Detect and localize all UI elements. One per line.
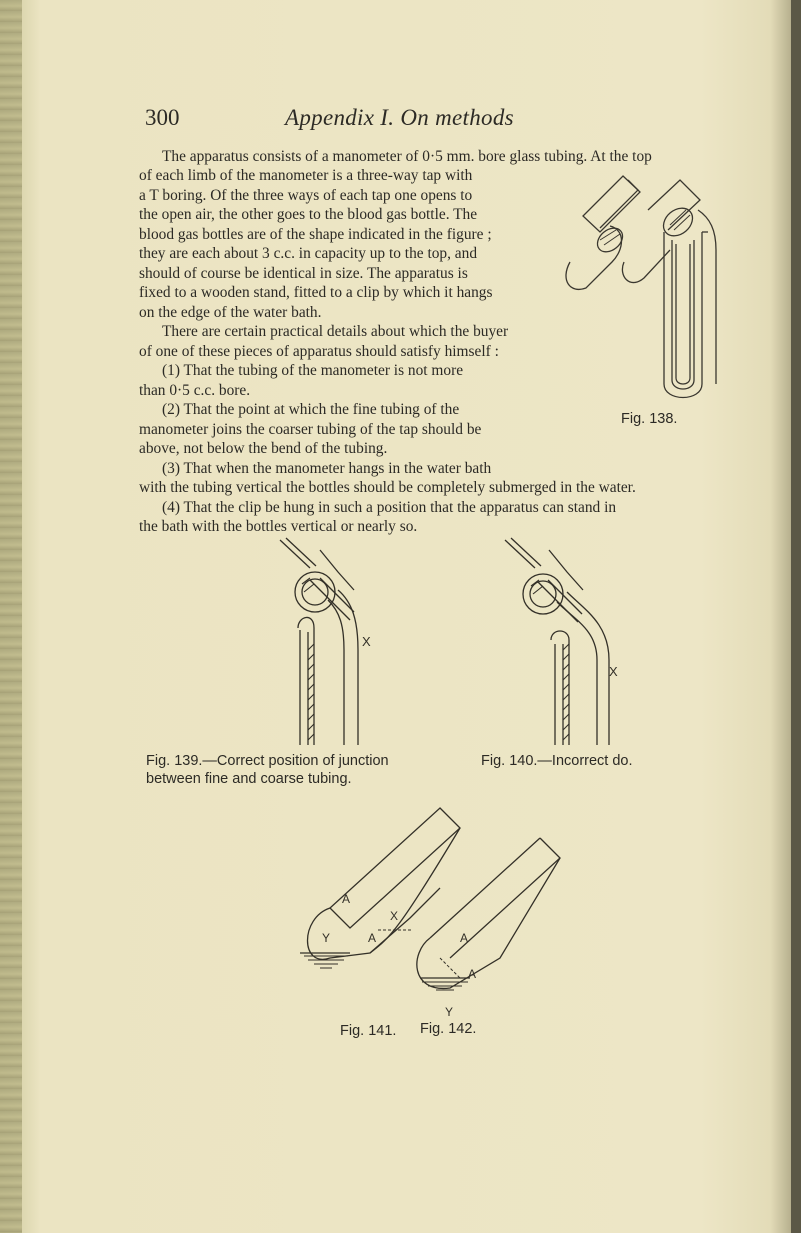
text-line: (1) That the tubing of the manometer is not more: [162, 362, 464, 379]
text-line: manometer joins the coarser tubing of the tap should be: [139, 421, 482, 438]
text-line: a T boring. Of the three ways of each tap one opens to: [139, 187, 473, 204]
text-line: above, not below the bend of the tubing.: [139, 440, 388, 457]
figure-138-caption: Fig. 138.: [621, 411, 678, 427]
page-right-edge: [791, 0, 801, 1233]
text-line: they are each about 3 c.c. in capacity up to the top, and: [139, 245, 478, 262]
text-line: with the tubing vertical the bottles should be completely submerged in the water.: [139, 479, 636, 496]
label-y: Y: [445, 1005, 454, 1019]
figure-140-incorrect-junction-diagram: [505, 540, 625, 750]
text-line: the open air, the other goes to the blood gas bottle. The: [139, 206, 478, 223]
label-a: A: [468, 967, 477, 981]
text-line: of one of these pieces of apparatus should satisfy himself :: [139, 343, 499, 360]
page-number: 300: [145, 105, 180, 130]
label-a: A: [368, 931, 377, 945]
text-line: should of course be identical in size. The apparatus is: [139, 265, 468, 282]
text-line: of each limb of the manometer is a three-way tap with: [139, 167, 473, 184]
figure-139-caption-line1: Fig. 139.—Correct position of junction: [146, 753, 389, 769]
text-line: (3) That when the manometer hangs in the water bath: [162, 460, 492, 477]
figure-141-caption: Fig. 141.: [340, 1023, 397, 1039]
figure-140-caption: Fig. 140.—Incorrect do.: [481, 753, 633, 769]
text-line: (4) That the clip be hung in such a position that the apparatus can stand in: [162, 499, 617, 516]
label-x: X: [609, 664, 618, 679]
running-head-title: Appendix I. On methods: [285, 105, 514, 130]
text-line: fixed to a wooden stand, fitted to a clip by which it hangs: [139, 284, 493, 301]
text-line: There are certain practical details about which the buyer: [162, 323, 509, 340]
figure-141-142-bottle-diagram: [290, 808, 590, 1023]
book-spine-edge: [0, 0, 22, 1233]
figure-139-correct-junction-diagram: [280, 540, 390, 750]
text-line: than 0·5 c.c. bore.: [139, 382, 251, 399]
label-a: A: [342, 892, 351, 906]
label-x: X: [362, 634, 371, 649]
figure-139-caption-line2: between fine and coarse tubing.: [146, 771, 352, 787]
figure-138-manometer-diagram: [560, 170, 730, 410]
text-line: on the edge of the water bath.: [139, 304, 322, 321]
text-line: (2) That the point at which the fine tubing of the: [162, 401, 460, 418]
text-line: The apparatus consists of a manometer of 0·5 mm. bore glass tubing. At the top: [162, 148, 652, 165]
running-header: [145, 105, 665, 135]
label-x: X: [390, 909, 399, 923]
text-line: blood gas bottles are of the shape indicated in the figure ;: [139, 226, 492, 243]
text-line: the bath with the bottles vertical or nearly so.: [139, 518, 418, 535]
figure-142-caption: Fig. 142.: [420, 1021, 477, 1037]
label-y: Y: [322, 931, 331, 945]
label-a: A: [460, 931, 469, 945]
